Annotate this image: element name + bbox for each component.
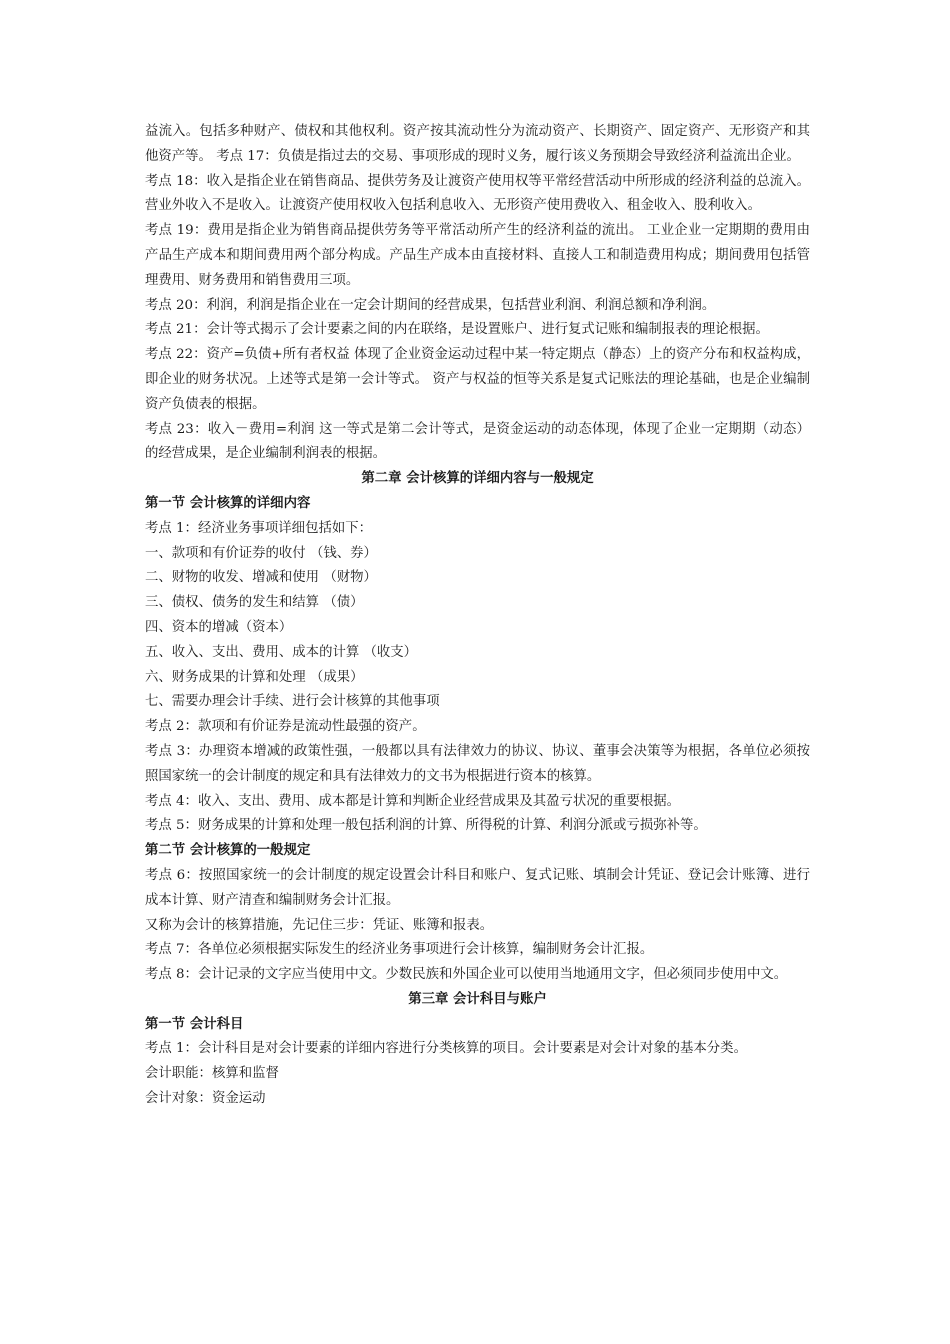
paragraph: 考点 1：经济业务事项详细包括如下：	[145, 520, 373, 536]
list-item: 七、需要办理会计手续、进行会计核算的其他事项	[145, 694, 440, 710]
paragraph: 考点 18：收入是指企业在销售商品、提供劳务及让渡资产使用权等平常经营活动中所形成的经济利益的总流入。 营业外收入不是收入。让渡资产使用权收入包括利息收入、无形资产使用费收入、租金收入、股利收入。	[145, 173, 810, 214]
chapter-heading: 第三章 会计科目与账户	[408, 991, 547, 1007]
paragraph: 考点 21：会计等式揭示了会计要素之间的内在联络，是设置账户、进行复式记账和编制报表的理论根据。	[145, 322, 769, 338]
section-heading: 第一节 会计科目	[145, 1016, 244, 1032]
paragraph: 会计职能：核算和监督	[145, 1066, 279, 1082]
paragraph: 益流入。包括多种财产、债权和其他权利。资产按其流动性分为流动资产、长期资产、固定资产、无形资产和其他资产等。 考点 17：负债是指过去的交易、事项形成的现时义务，履行该义务预期会导致经济利益流出企业。	[145, 124, 810, 164]
paragraph: 考点 22：资产=负债+所有者权益 体现了企业资金运动过程中某一特定期点（静态）上的资产分布和权益构成，即企业的财务状况。上述等式是第一会计等式。 资产与权益的恒等关系是复式记账法的理论基础，也是企业编制资产负债表的根据。	[145, 347, 810, 412]
section-heading: 第二节 会计核算的一般规定	[145, 843, 311, 859]
list-item: 五、收入、支出、费用、成本的计算 （收支）	[145, 644, 418, 660]
paragraph: 考点 23：收入－费用=利润 这一等式是第二会计等式，是资金运动的动态体现，体现了企业一定期期（动态）的经营成果，是企业编制利润表的根据。	[145, 421, 810, 462]
section-heading: 第一节 会计核算的详细内容	[145, 495, 311, 511]
chapter-heading: 第二章 会计核算的详细内容与一般规定	[361, 471, 594, 487]
document-page	[145, 120, 810, 1112]
paragraph: 考点 1：会计科目是对会计要素的详细内容进行分类核算的项目。会计要素是对会计对象的基本分类。	[145, 1041, 747, 1057]
list-item: 二、财物的收发、增减和使用 （财物）	[145, 570, 377, 586]
paragraph: 会计对象：资金运动	[145, 1091, 266, 1107]
paragraph: 考点 5：财务成果的计算和处理一般包括利润的计算、所得税的计算、利润分派或亏损弥补等。	[145, 818, 707, 834]
paragraph: 考点 2：款项和有价证券是流动性最强的资产。	[145, 719, 426, 735]
paragraph: 考点 20：利润，利润是指企业在一定会计期间的经营成果，包括营业利润、利润总额和净利润。	[145, 297, 716, 313]
list-item: 四、资本的增减（资本）	[145, 619, 293, 635]
paragraph: 考点 19：费用是指企业为销售商品提供劳务等平常活动所产生的经济利益的流出。 工业企业一定期期的费用由产品生产成本和期间费用两个部分构成。产品生产成本由直接材料、直接人工和制造费用构成；期间费用包括管理费用、财务费用和销售费用三项。	[145, 223, 810, 288]
list-item: 一、款项和有价证券的收付 （钱、券）	[145, 545, 377, 561]
paragraph: 考点 6：按照国家统一的会计制度的规定设置会计科目和账户、复式记账、填制会计凭证、登记会计账簿、进行成本计算、财产清查和编制财务会计汇报。	[145, 867, 810, 908]
paragraph: 又称为会计的核算措施，先记住三步：凭证、账簿和报表。	[145, 917, 494, 933]
paragraph: 考点 8：会计记录的文字应当使用中文。少数民族和外国企业可以使用当地通用文字，但必须同步使用中文。	[145, 967, 788, 983]
list-item: 三、债权、债务的发生和结算 （债）	[145, 595, 364, 611]
paragraph: 考点 4：收入、支出、费用、成本都是计算和判断企业经营成果及其盈亏状况的重要根据。	[145, 793, 681, 809]
paragraph: 考点 3：办理资本增减的政策性强，一般都以具有法律效力的协议、协议、董事会决策等为根据，各单位必须按照国家统一的会计制度的规定和具有法律效力的文书为根据进行资本的核算。	[145, 743, 810, 784]
list-item: 六、财务成果的计算和处理 （成果）	[145, 669, 364, 685]
paragraph: 考点 7：各单位必须根据实际发生的经济业务事项进行会计核算，编制财务会计汇报。	[145, 942, 654, 958]
